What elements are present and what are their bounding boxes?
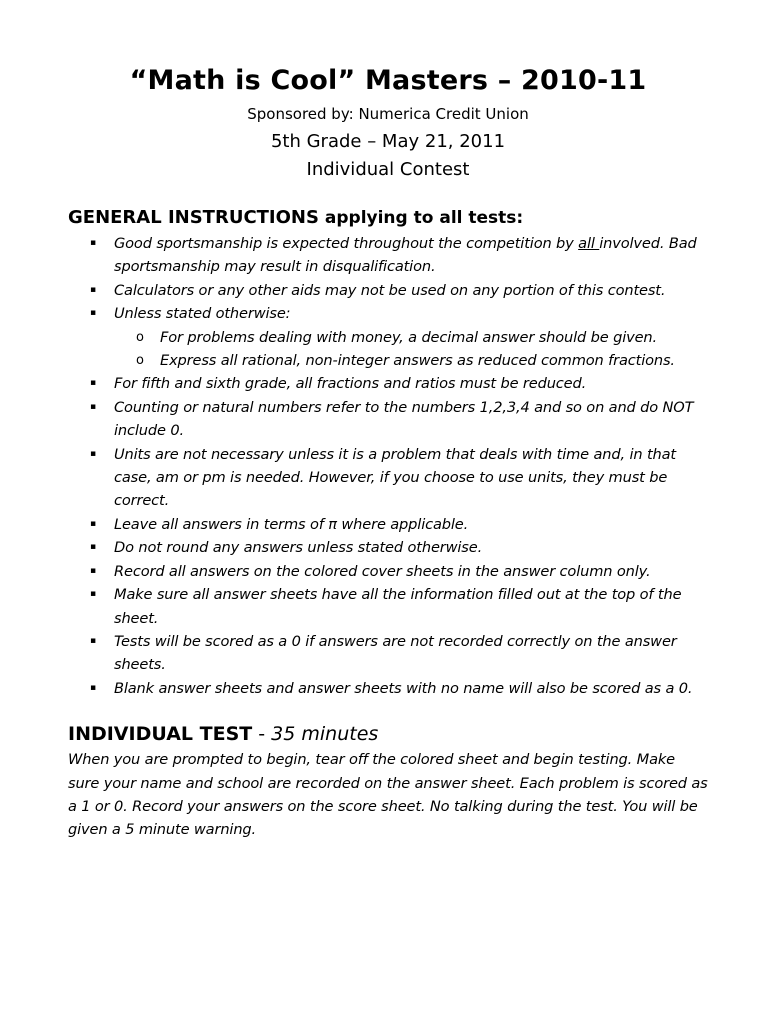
- rule-item: [68, 443, 708, 513]
- rule-text: Tests will be scored as a 0 if answers are not recorded correctly on the answer sheets.: [114, 632, 677, 674]
- rule-underlined-text: all: [578, 235, 600, 252]
- individual-time-limit: 35 minutes: [271, 723, 379, 746]
- square-bullet-icon: ▪: [90, 448, 96, 459]
- sub-rule-item: [68, 349, 708, 372]
- rule-text: Do not round any answers unless stated otherwise.: [114, 539, 483, 557]
- individual-test-heading: [68, 722, 708, 746]
- rule-text: Leave all answers in terms of π where applicable.: [114, 515, 469, 533]
- general-heading-main: GENERAL INSTRUCTIONS: [68, 207, 319, 228]
- rule-item: [68, 583, 708, 630]
- general-instructions-heading: [68, 206, 708, 230]
- sub-rules-list: [114, 326, 708, 373]
- rule-item: [68, 396, 708, 443]
- sponsor-line: Sponsored by: Numerica Credit Union: [247, 105, 529, 123]
- square-bullet-icon: ▪: [90, 542, 96, 553]
- individual-heading-dash: -: [252, 723, 272, 746]
- contest-name: Individual Contest: [306, 159, 470, 180]
- general-rules-list: [68, 232, 708, 700]
- grade-date-line: 5th Grade – May 21, 2011: [270, 131, 506, 152]
- individual-heading-main: INDIVIDUAL TEST: [68, 723, 253, 746]
- rule-text: involved. Bad sportsmanship may result in disqualification.: [114, 235, 697, 276]
- rule-item: [68, 279, 708, 302]
- square-bullet-icon: ▪: [90, 682, 96, 693]
- square-bullet-icon: ▪: [90, 565, 96, 576]
- rule-item: [68, 513, 708, 536]
- square-bullet-icon: ▪: [90, 518, 96, 529]
- rule-item: [68, 372, 708, 395]
- rule-item: [68, 630, 708, 677]
- general-heading-rest: applying to all tests:: [318, 208, 524, 228]
- square-bullet-icon: ▪: [90, 589, 96, 600]
- sub-rule-text: Express all rational, non-integer answers as reduced common fractions.: [160, 352, 675, 370]
- rule-text: Calculators or any other aids may not be used on any portion of this contest.: [114, 281, 666, 299]
- rule-text: For fifth and sixth grade, all fractions and ratios must be reduced.: [114, 375, 587, 393]
- square-bullet-icon: ▪: [90, 238, 96, 248]
- square-bullet-icon: ▪: [90, 401, 96, 412]
- rule-text: Unless stated otherwise:: [114, 305, 291, 323]
- square-bullet-icon: ▪: [90, 284, 96, 295]
- rule-item: [68, 677, 708, 700]
- rule-text: Blank answer sheets and answer sheets with no name will also be scored as a 0.: [114, 679, 693, 697]
- rule-item: [68, 232, 708, 279]
- rule-item: [68, 560, 708, 583]
- square-bullet-icon: ▪: [90, 635, 96, 646]
- rule-item: [68, 536, 708, 559]
- circle-bullet-icon: o: [136, 353, 144, 369]
- rule-text: Record all answers on the colored cover sheets in the answer column only.: [114, 562, 651, 580]
- page-title: “Math is Cool” Masters – 2010-11: [129, 65, 647, 96]
- sub-rule-text: For problems dealing with money, a decimal answer should be given.: [160, 328, 658, 346]
- rule-text: Units are not necessary unless it is a problem that deals with time and, in that case, am or pm is needed. However, if you choose to use units, they must be correct.: [114, 445, 677, 510]
- square-bullet-icon: ▪: [90, 308, 96, 319]
- rule-text: Make sure all answer sheets have all the information filled out at the top of the sheet.: [114, 586, 682, 627]
- circle-bullet-icon: o: [136, 329, 144, 345]
- rule-item: [68, 302, 708, 372]
- individual-test-instructions: When you are prompted to begin, tear off the colored sheet and begin testing. Make sure your name and school are recorded on the answer sheet. Each problem is scored as a 1 or 0. Record your answers on the score sheet. No talking during the test. You will be given a 5 minute warning.: [68, 751, 708, 839]
- rule-text: Good sportsmanship is expected throughout the competition by: [114, 235, 579, 252]
- square-bullet-icon: ▪: [90, 378, 96, 389]
- rule-text: Counting or natural numbers refer to the numbers 1,2,3,4 and so on and do NOT include 0.: [114, 398, 694, 440]
- sub-rule-item: [68, 326, 708, 349]
